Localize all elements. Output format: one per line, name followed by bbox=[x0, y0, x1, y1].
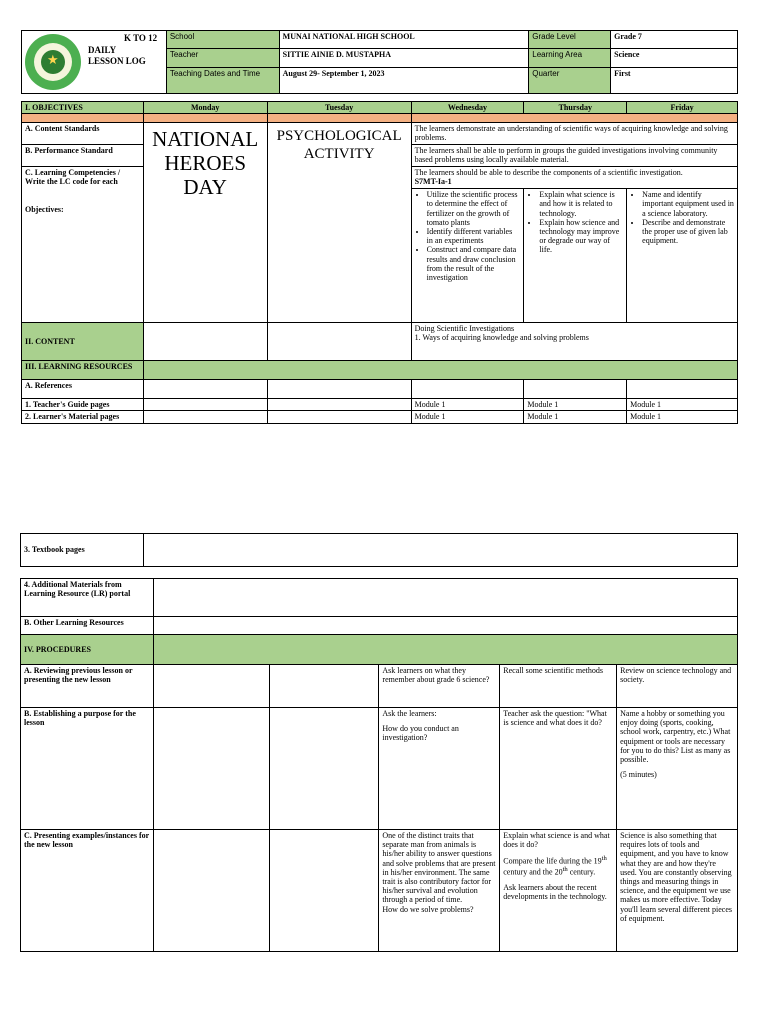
tg-mon bbox=[143, 399, 267, 411]
list-item: • Name and identify important equipment used in a science laboratory. bbox=[642, 190, 734, 218]
list-item: • Identify different variables in an experiments bbox=[427, 227, 521, 245]
proc-b-wed-line2: How do you conduct an investigation? bbox=[382, 724, 459, 743]
list-item: • Explain what science is and how it is related to technology. bbox=[539, 190, 623, 218]
proc-a-mon bbox=[153, 665, 269, 708]
wed-objectives bbox=[411, 189, 524, 323]
dates-label: Teaching Dates and Time bbox=[166, 67, 279, 93]
objectives-table bbox=[21, 101, 738, 424]
orange-band-rest bbox=[411, 114, 737, 123]
competencies-text: The learners should be able to describe the components of a scientific investigation. bbox=[414, 168, 683, 178]
proc-a-fri: Review on science technology and society. bbox=[617, 665, 738, 708]
content-title: II. CONTENT bbox=[22, 323, 144, 361]
header-logo-cell bbox=[22, 31, 167, 94]
proc-c-thu-line3: Ask learners about the recent developments in the technology. bbox=[503, 883, 607, 902]
proc-c-thu-line2 bbox=[503, 855, 613, 877]
ref-wed bbox=[411, 380, 524, 399]
proc-b-fri bbox=[617, 708, 738, 830]
procedures-title: IV. PROCEDURES bbox=[21, 635, 154, 665]
list-item: • Construct and compare data results and draw conclusion from the result of the investigation bbox=[427, 245, 521, 282]
proc-c-tue bbox=[269, 830, 379, 952]
school-logo bbox=[25, 34, 81, 90]
tuesday-activity-note: PSYCHOLOGICAL ACTIVITY bbox=[267, 123, 411, 323]
references-label: A. References bbox=[22, 380, 144, 399]
day-wednesday: Wednesday bbox=[411, 102, 524, 114]
lm-thu: Module 1 bbox=[524, 411, 627, 423]
day-tuesday: Tuesday bbox=[267, 102, 411, 114]
content-mon bbox=[143, 323, 267, 361]
day-friday: Friday bbox=[627, 102, 738, 114]
lc-code: S7MT-Ia-1 bbox=[414, 177, 452, 187]
proc-c-mon bbox=[153, 830, 269, 952]
proc-c-thu-line1: Explain what science is and what does it do? bbox=[503, 831, 610, 850]
lm-tue bbox=[267, 411, 411, 423]
list-item: • Describe and demonstrate the proper use of given lab equipment. bbox=[642, 218, 734, 246]
content-standards-label: A. Content Standards bbox=[22, 123, 144, 145]
superscript: th bbox=[562, 866, 568, 874]
dates-value: August 29- September 1, 2023 bbox=[279, 67, 529, 93]
teacher-value: SITTIE AINIE D. MUSTAPHA bbox=[279, 49, 529, 67]
ref-thu bbox=[524, 380, 627, 399]
proc-b-label: B. Establishing a purpose for the lesson bbox=[21, 708, 154, 830]
quarter-value: First bbox=[611, 67, 738, 93]
performance-standard-label: B. Performance Standard bbox=[22, 145, 144, 167]
teacher-label: Teacher bbox=[166, 49, 279, 67]
k12-label: K TO 12 bbox=[124, 33, 158, 43]
proc-c-wed-para: One of the distinct traits that separate man from animals is his/her ability to answer questions and solve problems that are present in his/her environment. The same trait is also contributory factor for his/her survival and evolution through a period of time. bbox=[382, 831, 496, 905]
performance-standard-text: The learners shall be able to perform in groups the guided investigations involving community based problems using locally available material. bbox=[411, 145, 737, 167]
header-table bbox=[21, 30, 738, 94]
text-span: century and the 20 bbox=[503, 867, 563, 877]
other-resources-value bbox=[153, 617, 737, 635]
competencies-label: C. Learning Competencies / Write the LC code for each bbox=[25, 168, 121, 187]
lm-mon bbox=[143, 411, 267, 423]
proc-a-wed: Ask learners on what they remember about grade 6 science? bbox=[379, 665, 500, 708]
list-item: • Explain how science and technology may improve or degrade our way of life. bbox=[539, 218, 623, 255]
objectives-title: I. OBJECTIVES bbox=[22, 102, 144, 114]
daily-label: DAILY bbox=[88, 45, 117, 55]
proc-a-thu: Recall some scientific methods bbox=[500, 665, 617, 708]
star-icon: ★ bbox=[47, 52, 59, 67]
ref-tue bbox=[267, 380, 411, 399]
proc-b-wed bbox=[379, 708, 500, 830]
objectives-label: Objectives: bbox=[25, 204, 64, 214]
day-thursday: Thursday bbox=[524, 102, 627, 114]
tg-tue bbox=[267, 399, 411, 411]
proc-b-mon bbox=[153, 708, 269, 830]
proc-b-fri-line2: (5 minutes) bbox=[620, 770, 657, 780]
proc-a-tue bbox=[269, 665, 379, 708]
proc-c-fri: Science is also something that requires lots of tools and equipment, and you have to know what they are and how they're used. You are constantly observing things and measuring things in science, and the equipment we use makes us more effective. Today you'll learn several different pieces of equipment. bbox=[617, 830, 738, 952]
tg-thu: Module 1 bbox=[524, 399, 627, 411]
competencies-label-cell bbox=[22, 167, 144, 323]
lm-fri: Module 1 bbox=[627, 411, 738, 423]
monday-holiday-note: NATIONAL HEROES DAY bbox=[143, 123, 267, 323]
thu-objectives bbox=[524, 189, 627, 323]
proc-b-thu: Teacher ask the question: "What is science and what does it do? bbox=[500, 708, 617, 830]
proc-c-label: C. Presenting examples/instances for the new lesson bbox=[21, 830, 154, 952]
teachers-guide-label: 1. Teacher's Guide pages bbox=[22, 399, 144, 411]
text-span: Compare the life during the 19 bbox=[503, 857, 602, 867]
additional-materials-value bbox=[153, 579, 737, 617]
orange-band-label bbox=[22, 114, 144, 123]
day-monday: Monday bbox=[143, 102, 267, 114]
content-standards-text: The learners demonstrate an understanding of scientific ways of acquiring knowledge and solving problems. bbox=[411, 123, 737, 145]
proc-a-label: A. Reviewing previous lesson or presenting the new lesson bbox=[21, 665, 154, 708]
tg-fri: Module 1 bbox=[627, 399, 738, 411]
school-value: MUNAI NATIONAL HIGH SCHOOL bbox=[279, 31, 529, 49]
other-resources-label: B. Other Learning Resources bbox=[21, 617, 154, 635]
learning-resources-title: III. LEARNING RESOURCES bbox=[22, 361, 144, 380]
fri-objectives bbox=[627, 189, 738, 323]
content-cell bbox=[411, 323, 737, 361]
orange-band-tue bbox=[267, 114, 411, 123]
lm-wed: Module 1 bbox=[411, 411, 524, 423]
content-line1: Doing Scientific Investigations bbox=[414, 324, 515, 334]
text-span: century. bbox=[567, 867, 596, 877]
grade-level-label: Grade Level bbox=[529, 31, 611, 49]
ref-mon bbox=[143, 380, 267, 399]
list-item: • Utilize the scientific process to determine the effect of fertilizer on the growth of tomato plants bbox=[427, 190, 521, 227]
proc-c-wed bbox=[379, 830, 500, 952]
content-tue bbox=[267, 323, 411, 361]
lesson-log-label: LESSON LOG bbox=[88, 56, 146, 66]
additional-materials-label: 4. Additional Materials from Learning Resource (LR) portal bbox=[21, 579, 154, 617]
grade-level-value: Grade 7 bbox=[611, 31, 738, 49]
quarter-label: Quarter bbox=[529, 67, 611, 93]
proc-b-fri-line1: Name a hobby or something you enjoy doing (sports, cooking, school work, carpentry, etc.) What equipment or tools are necessary for you to do this? List as many as possible. bbox=[620, 709, 731, 764]
proc-b-tue bbox=[269, 708, 379, 830]
tg-wed: Module 1 bbox=[411, 399, 524, 411]
content-line2: 1. Ways of acquiring knowledge and solving problems bbox=[414, 333, 589, 343]
learners-material-label: 2. Learner's Material pages bbox=[22, 411, 144, 423]
textbook-table bbox=[20, 533, 738, 567]
learning-resources-band bbox=[143, 361, 737, 380]
textbook-value bbox=[143, 534, 737, 567]
learning-area-label: Learning Area bbox=[529, 49, 611, 67]
proc-b-wed-line1: Ask the learners: bbox=[382, 709, 437, 718]
school-label: School bbox=[166, 31, 279, 49]
superscript: th bbox=[601, 855, 607, 863]
textbook-label: 3. Textbook pages bbox=[21, 534, 144, 567]
orange-band-mon bbox=[143, 114, 267, 123]
procedures-table bbox=[20, 578, 738, 952]
procedures-band bbox=[153, 635, 737, 665]
ref-fri bbox=[627, 380, 738, 399]
competencies-cell bbox=[411, 167, 737, 189]
proc-c-wed-question: How do we solve problems? bbox=[382, 904, 474, 914]
proc-c-thu bbox=[500, 830, 617, 952]
learning-area-value: Science bbox=[611, 49, 738, 67]
